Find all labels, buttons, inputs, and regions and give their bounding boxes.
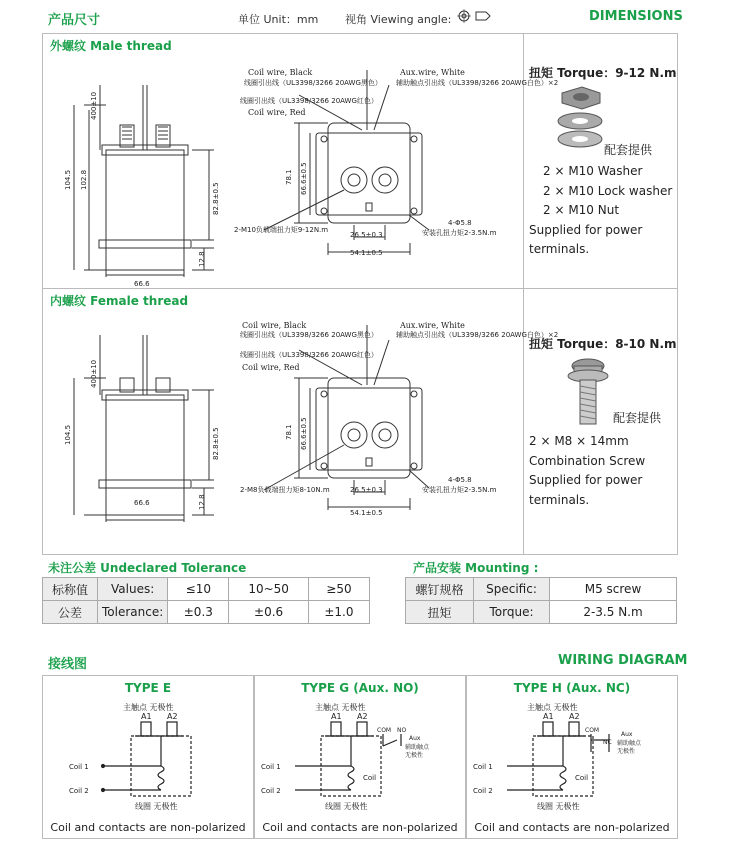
female-item-1: 2 × M8 × 14mm bbox=[529, 434, 629, 448]
table-cell: ±1.0 bbox=[308, 601, 369, 624]
table-cell: Tolerance: bbox=[98, 601, 168, 624]
table-cell: 10~50 bbox=[229, 578, 308, 601]
male-aux-spec: 辅助触点引出线（UL3398/3266 20AWG白色）×2 bbox=[396, 79, 559, 87]
table-cell: Specific: bbox=[474, 578, 550, 601]
male-supplied-cn: 配套提供 bbox=[604, 143, 653, 157]
wiring-type-g bbox=[254, 675, 466, 839]
f-dim-66-6: 66.6 bbox=[134, 499, 150, 507]
table-cell: ≥50 bbox=[308, 578, 369, 601]
female-coil-spec-red: 线圈引出线（UL3398/3266 20AWG红色） bbox=[240, 351, 378, 359]
mounting-table bbox=[405, 577, 677, 624]
coil-label: Coil bbox=[363, 774, 377, 782]
a2-label: A2 bbox=[357, 712, 368, 721]
dim-400: 400±10 bbox=[90, 91, 98, 120]
male-thread-title: 外螺纹 Male thread bbox=[50, 39, 172, 53]
aux-cn-label-1: 辅助触点 bbox=[617, 740, 642, 747]
male-torque: 扭矩 Torque：9-12 N.m bbox=[529, 66, 677, 80]
female-aux-spec: 辅助触点引出线（UL3398/3266 20AWG白色）×2 bbox=[396, 331, 559, 339]
dim-102-8: 102.8 bbox=[80, 169, 88, 190]
coil-cn-label: 线圈 无极性 bbox=[537, 802, 580, 811]
wiring-title-cn: 接线图 bbox=[48, 657, 88, 672]
aux-cn-label-2: 无极性 bbox=[405, 752, 424, 759]
wiring-g-diagram bbox=[255, 696, 465, 816]
dim-82-8: 82.8±0.5 bbox=[212, 182, 220, 215]
table-cell: 标称值 bbox=[43, 578, 98, 601]
page-title-cn: 产品尺寸 bbox=[48, 13, 101, 28]
f-dim-104-5: 104.5 bbox=[64, 424, 72, 445]
section-divider bbox=[42, 288, 678, 289]
table-cell: 螺钉规格 bbox=[406, 578, 474, 601]
f-dim-54-1: 54.1±0.5 bbox=[350, 509, 383, 517]
a2-label: A2 bbox=[167, 712, 178, 721]
coil-cn-label: 线圈 无极性 bbox=[135, 802, 178, 811]
female-mount-torque: 安装孔扭力矩2-3.5N.m bbox=[422, 486, 497, 494]
f-dim-4-phi: 4-Φ5.8 bbox=[448, 476, 472, 484]
female-supplied-cn: 配套提供 bbox=[613, 411, 662, 425]
table-cell: ±0.3 bbox=[168, 601, 229, 624]
tolerance-title: 未注公差 Undeclared Tolerance bbox=[48, 561, 247, 575]
male-supplied-2: terminals. bbox=[529, 242, 590, 256]
female-thread-title: 内螺纹 Female thread bbox=[50, 294, 189, 308]
com-label: COM bbox=[377, 727, 392, 734]
female-coil-wire-red: Coil wire, Red bbox=[242, 363, 300, 372]
main-contact-label: 主触点 无极性 bbox=[527, 703, 578, 712]
male-thread-drawing bbox=[44, 55, 559, 288]
table-cell: 公差 bbox=[43, 601, 98, 624]
main-contact-label: 主触点 无极性 bbox=[315, 703, 366, 712]
wiring-type-g-title: TYPE G (Aux. NO) bbox=[301, 681, 419, 695]
column-divider bbox=[523, 33, 524, 555]
coil2-label: Coil 2 bbox=[261, 787, 281, 795]
female-coil-wire-black: Coil wire, Black bbox=[242, 321, 307, 330]
male-coil-wire-red: Coil wire, Red bbox=[248, 108, 306, 117]
wiring-type-g-caption: Coil and contacts are non-polarized bbox=[262, 821, 458, 834]
dim-4-phi: 4-Φ5.8 bbox=[448, 219, 472, 227]
table-cell: 2-3.5 N.m bbox=[550, 601, 677, 624]
table-cell: ≤10 bbox=[168, 578, 229, 601]
wiring-type-e bbox=[42, 675, 254, 839]
wiring-type-h-caption: Coil and contacts are non-polarized bbox=[474, 821, 670, 834]
male-coil-spec-black: 线圈引出线（UL3398/3266 20AWG黑色） bbox=[244, 79, 382, 87]
f-dim-66-6b: 66.6±0.5 bbox=[300, 417, 308, 450]
coil1-label: Coil 1 bbox=[69, 763, 89, 771]
dim-54-1: 54.1±0.5 bbox=[350, 249, 383, 257]
female-thread-drawing bbox=[44, 310, 559, 525]
f-dim-82-8: 82.8±0.5 bbox=[212, 427, 220, 460]
f-dim-12-8: 12.8 bbox=[198, 494, 206, 510]
wiring-title-en: WIRING DIAGRAM bbox=[558, 653, 688, 668]
wiring-type-e-caption: Coil and contacts are non-polarized bbox=[50, 821, 246, 834]
dim-66-6b: 66.6±0.5 bbox=[300, 162, 308, 195]
a2-label: A2 bbox=[569, 712, 580, 721]
a1-label: A1 bbox=[543, 712, 554, 721]
male-terminal-torque: 2-M10负载端扭力矩9-12N.m bbox=[234, 226, 329, 234]
a1-label: A1 bbox=[141, 712, 152, 721]
coil1-label: Coil 1 bbox=[473, 763, 493, 771]
table-row bbox=[43, 601, 370, 624]
dim-66-6: 66.6 bbox=[134, 280, 150, 288]
tolerance-table bbox=[42, 577, 370, 624]
male-aux-wire: Aux.wire, White bbox=[400, 68, 465, 77]
a1-label: A1 bbox=[331, 712, 342, 721]
dim-12-8: 12.8 bbox=[198, 251, 206, 267]
nut-washer-icon bbox=[552, 85, 608, 155]
male-item-3: 2 × M10 Nut bbox=[543, 203, 620, 217]
combination-screw-icon bbox=[566, 356, 612, 428]
table-cell: Torque: bbox=[474, 601, 550, 624]
male-coil-spec-red: 线圈引出线（UL3398/3266 20AWG红色） bbox=[240, 97, 378, 105]
female-supplied-2: terminals. bbox=[529, 493, 590, 507]
table-row bbox=[43, 578, 370, 601]
coil1-label: Coil 1 bbox=[261, 763, 281, 771]
com-label: COM bbox=[585, 727, 600, 734]
aux-label: Aux bbox=[409, 735, 421, 742]
main-contact-label: 主触点 无极性 bbox=[123, 703, 174, 712]
table-row bbox=[406, 578, 677, 601]
f-dim-26-5: 26.5±0.3 bbox=[350, 486, 383, 494]
aux-cn-label-2: 无极性 bbox=[617, 748, 636, 755]
table-cell: ±0.6 bbox=[229, 601, 308, 624]
female-aux-wire: Aux.wire, White bbox=[400, 321, 465, 330]
aux-cn-label-1: 辅助触点 bbox=[405, 744, 430, 751]
no-label: NO bbox=[397, 727, 407, 734]
male-item-2: 2 × M10 Lock washer bbox=[543, 184, 673, 198]
table-cell: M5 screw bbox=[550, 578, 677, 601]
coil2-label: Coil 2 bbox=[473, 787, 493, 795]
nc-label: NC bbox=[603, 739, 612, 746]
male-item-1: 2 × M10 Washer bbox=[543, 164, 643, 178]
f-dim-78-1: 78.1 bbox=[285, 424, 293, 440]
f-dim-400: 400±10 bbox=[90, 359, 98, 388]
male-coil-wire-black: Coil wire, Black bbox=[248, 68, 313, 77]
table-cell: 扭矩 bbox=[406, 601, 474, 624]
table-row bbox=[406, 601, 677, 624]
wiring-h-diagram bbox=[467, 696, 677, 816]
female-terminal-torque: 2-M8负载端扭力矩8-10N.m bbox=[240, 486, 330, 494]
wiring-type-h-title: TYPE H (Aux. NC) bbox=[513, 681, 631, 695]
female-supplied-1: Supplied for power bbox=[529, 473, 643, 487]
projection-symbol-icon bbox=[456, 8, 494, 24]
coil2-label: Coil 2 bbox=[69, 787, 89, 795]
wiring-e-diagram bbox=[43, 696, 253, 816]
male-mount-torque: 安装孔扭力矩2-3.5N.m bbox=[422, 229, 497, 237]
male-supplied-1: Supplied for power bbox=[529, 223, 643, 237]
dim-104-5: 104.5 bbox=[64, 169, 72, 190]
viewing-angle-label: 视角 Viewing angle: bbox=[345, 13, 452, 26]
unit-label: 单位 Unit：mm bbox=[238, 13, 319, 26]
female-item-2: Combination Screw bbox=[529, 454, 646, 468]
page-title-en: DIMENSIONS bbox=[589, 9, 683, 24]
coil-label: Coil bbox=[575, 774, 589, 782]
dim-78-1: 78.1 bbox=[285, 169, 293, 185]
table-cell: Values: bbox=[98, 578, 168, 601]
wiring-type-h bbox=[466, 675, 678, 839]
mounting-title: 产品安装 Mounting : bbox=[413, 561, 539, 575]
coil-cn-label: 线圈 无极性 bbox=[325, 802, 368, 811]
female-torque: 扭矩 Torque：8-10 N.m bbox=[529, 337, 677, 351]
aux-label: Aux bbox=[621, 731, 633, 738]
wiring-type-e-title: TYPE E bbox=[124, 681, 172, 695]
female-coil-spec-black: 线圈引出线（UL3398/3266 20AWG黑色） bbox=[240, 331, 378, 339]
dim-26-5: 26.5±0.3 bbox=[350, 231, 383, 239]
